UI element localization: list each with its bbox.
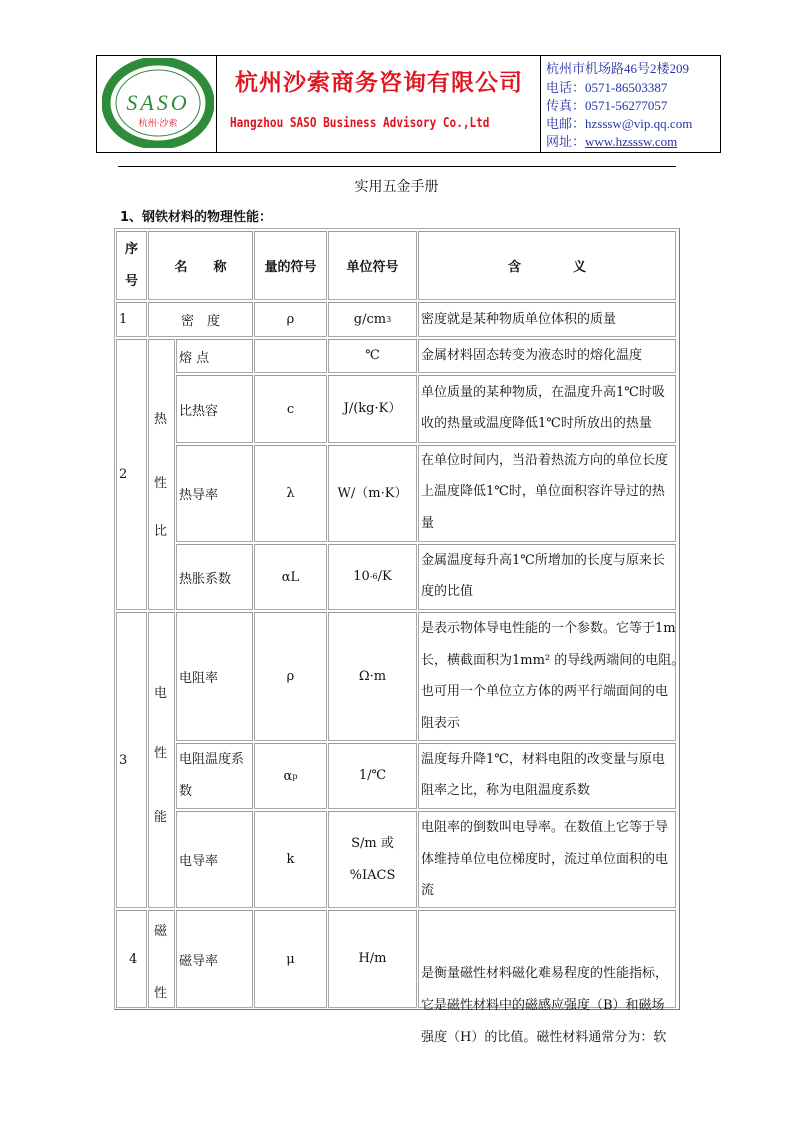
header-name: 名 称 [148, 231, 253, 300]
row-unit: 10 -6 /K [328, 544, 417, 610]
saso-logo [102, 58, 214, 148]
row-name: 熔 点 [176, 339, 253, 373]
doc-title: 实用五金手册 [354, 179, 439, 195]
meaning-line: 金属材料固态转变为液态时的熔化温度 [421, 348, 643, 363]
contact-email: 电邮：hzsssw@vip.qq.com [546, 116, 693, 131]
group-label: 能 [154, 810, 168, 825]
row-seq: 2 [116, 339, 147, 610]
group-label: 电 [154, 686, 168, 701]
row-symbol: μ [254, 910, 327, 1008]
header-seq: 序号 [116, 231, 147, 300]
group-label: 性 [154, 746, 168, 761]
meaning-line: 温度每升降1℃，材料电阻的改变量与原电 [421, 752, 665, 767]
row-name: 密 度 [148, 302, 253, 337]
group-label: 性 [154, 986, 168, 1001]
row-unit: 1/℃ [328, 743, 417, 809]
meaning-line: 是衡量磁性材料磁化难易程度的性能指标， [421, 966, 669, 981]
meaning-line: 是表示物体导电性能的一个参数。它等于1m [421, 621, 676, 636]
row-symbol: c [254, 375, 327, 443]
row-seq: 3 [116, 612, 147, 908]
row-name: 电阻温度系数 [176, 743, 253, 809]
meaning-line: 阻率之比，称为电阻温度系数 [421, 783, 591, 798]
meaning-line: 强度（H）的比值。磁性材料通常分为：软 [421, 1030, 667, 1045]
row-unit: ℃ [328, 339, 417, 373]
meaning-line: 在单位时间内，当沿着热流方向的单位长度 [421, 453, 669, 468]
meaning-line: 电阻率的倒数叫电导率。在数值上它等于导 [421, 820, 669, 835]
meaning-line: 流 [421, 883, 435, 898]
company-name-cn: 杭州沙索商务咨询有限公司 [235, 70, 523, 96]
row-unit: S/m 或 %IACS [328, 811, 417, 908]
header-unit: 单位符号 [328, 231, 417, 300]
row-seq: 1 [116, 302, 147, 337]
meaning-line: 长，横截面积为1mm² 的导线两端间的电阻。 [421, 653, 685, 668]
row-name: 热导率 [176, 445, 253, 542]
row-unit: Ω·m [328, 612, 417, 741]
contact-web [546, 131, 677, 150]
meaning-line: 上温度降低1℃时，单位面积容许导过的热 [421, 484, 665, 499]
row-seq: 4 [116, 910, 147, 1008]
meaning-line: 它是磁性材料中的磁感应强度（B）和磁场 [421, 998, 665, 1013]
row-symbol: λ [254, 445, 327, 542]
web-label: 网址： [546, 134, 586, 149]
contact-address: 杭州市机场路46号2楼209 [546, 61, 690, 76]
meaning-line: 度的比值 [421, 584, 474, 599]
row-symbol: ρ [254, 612, 327, 741]
row-name: 电阻率 [176, 612, 253, 741]
divider [118, 166, 676, 167]
row-symbol: α p [254, 743, 327, 809]
row-meaning [418, 910, 676, 1008]
header-meaning: 含 义 [418, 231, 676, 300]
row-unit: J/(kg·K） [328, 375, 417, 443]
row-symbol: ρ [254, 302, 327, 337]
row-symbol [254, 339, 327, 373]
meaning-line: 密度就是某种物质单位体积的质量 [421, 312, 617, 327]
meaning-line: 阻表示 [421, 716, 461, 731]
website-link[interactable]: www.hzsssw.com [585, 134, 678, 149]
meaning-line: 也可用一个单位立方体的两平行端面间的电 [421, 684, 669, 699]
meaning-line: 量 [421, 516, 435, 531]
row-symbol: k [254, 811, 327, 908]
header-symbol: 量的符号 [254, 231, 327, 300]
group-label: 热 [154, 412, 168, 427]
group-label: 性 [154, 476, 168, 491]
row-unit: H/m [328, 910, 417, 1008]
group-label: 比 [154, 524, 168, 539]
row-unit: W/（m·K） [328, 445, 417, 542]
contact-fax: 传真：0571-56277057 [546, 98, 668, 113]
contact-phone: 电话：0571-86503387 [546, 80, 668, 95]
row-symbol: αL [254, 544, 327, 610]
row-name: 热胀系数 [176, 544, 253, 610]
meaning-line: 体维持单位电位梯度时，流过单位面积的电 [421, 852, 669, 867]
section-heading: 1、钢铁材料的物理性能： [120, 210, 273, 225]
group-label: 磁 [154, 924, 168, 939]
meaning-line: 单位质量的某种物质，在温度升高1℃时吸 [421, 385, 665, 400]
svg-text:杭州·沙索: 杭州·沙索 [138, 119, 178, 129]
company-name-en: Hangzhou SASO Business Advisory Co.,Ltd [230, 116, 490, 131]
meaning-line: 收的热量或温度降低1℃时所放出的热量 [421, 416, 652, 431]
row-name: 电导率 [176, 811, 253, 908]
row-name: 比热容 [176, 375, 253, 443]
row-unit: g/cm 3 [328, 302, 417, 337]
svg-text:SASO: SASO [126, 90, 190, 115]
meaning-line: 金属温度每升高1℃所增加的长度与原来长 [421, 553, 665, 568]
row-name: 磁导率 [176, 910, 253, 1008]
